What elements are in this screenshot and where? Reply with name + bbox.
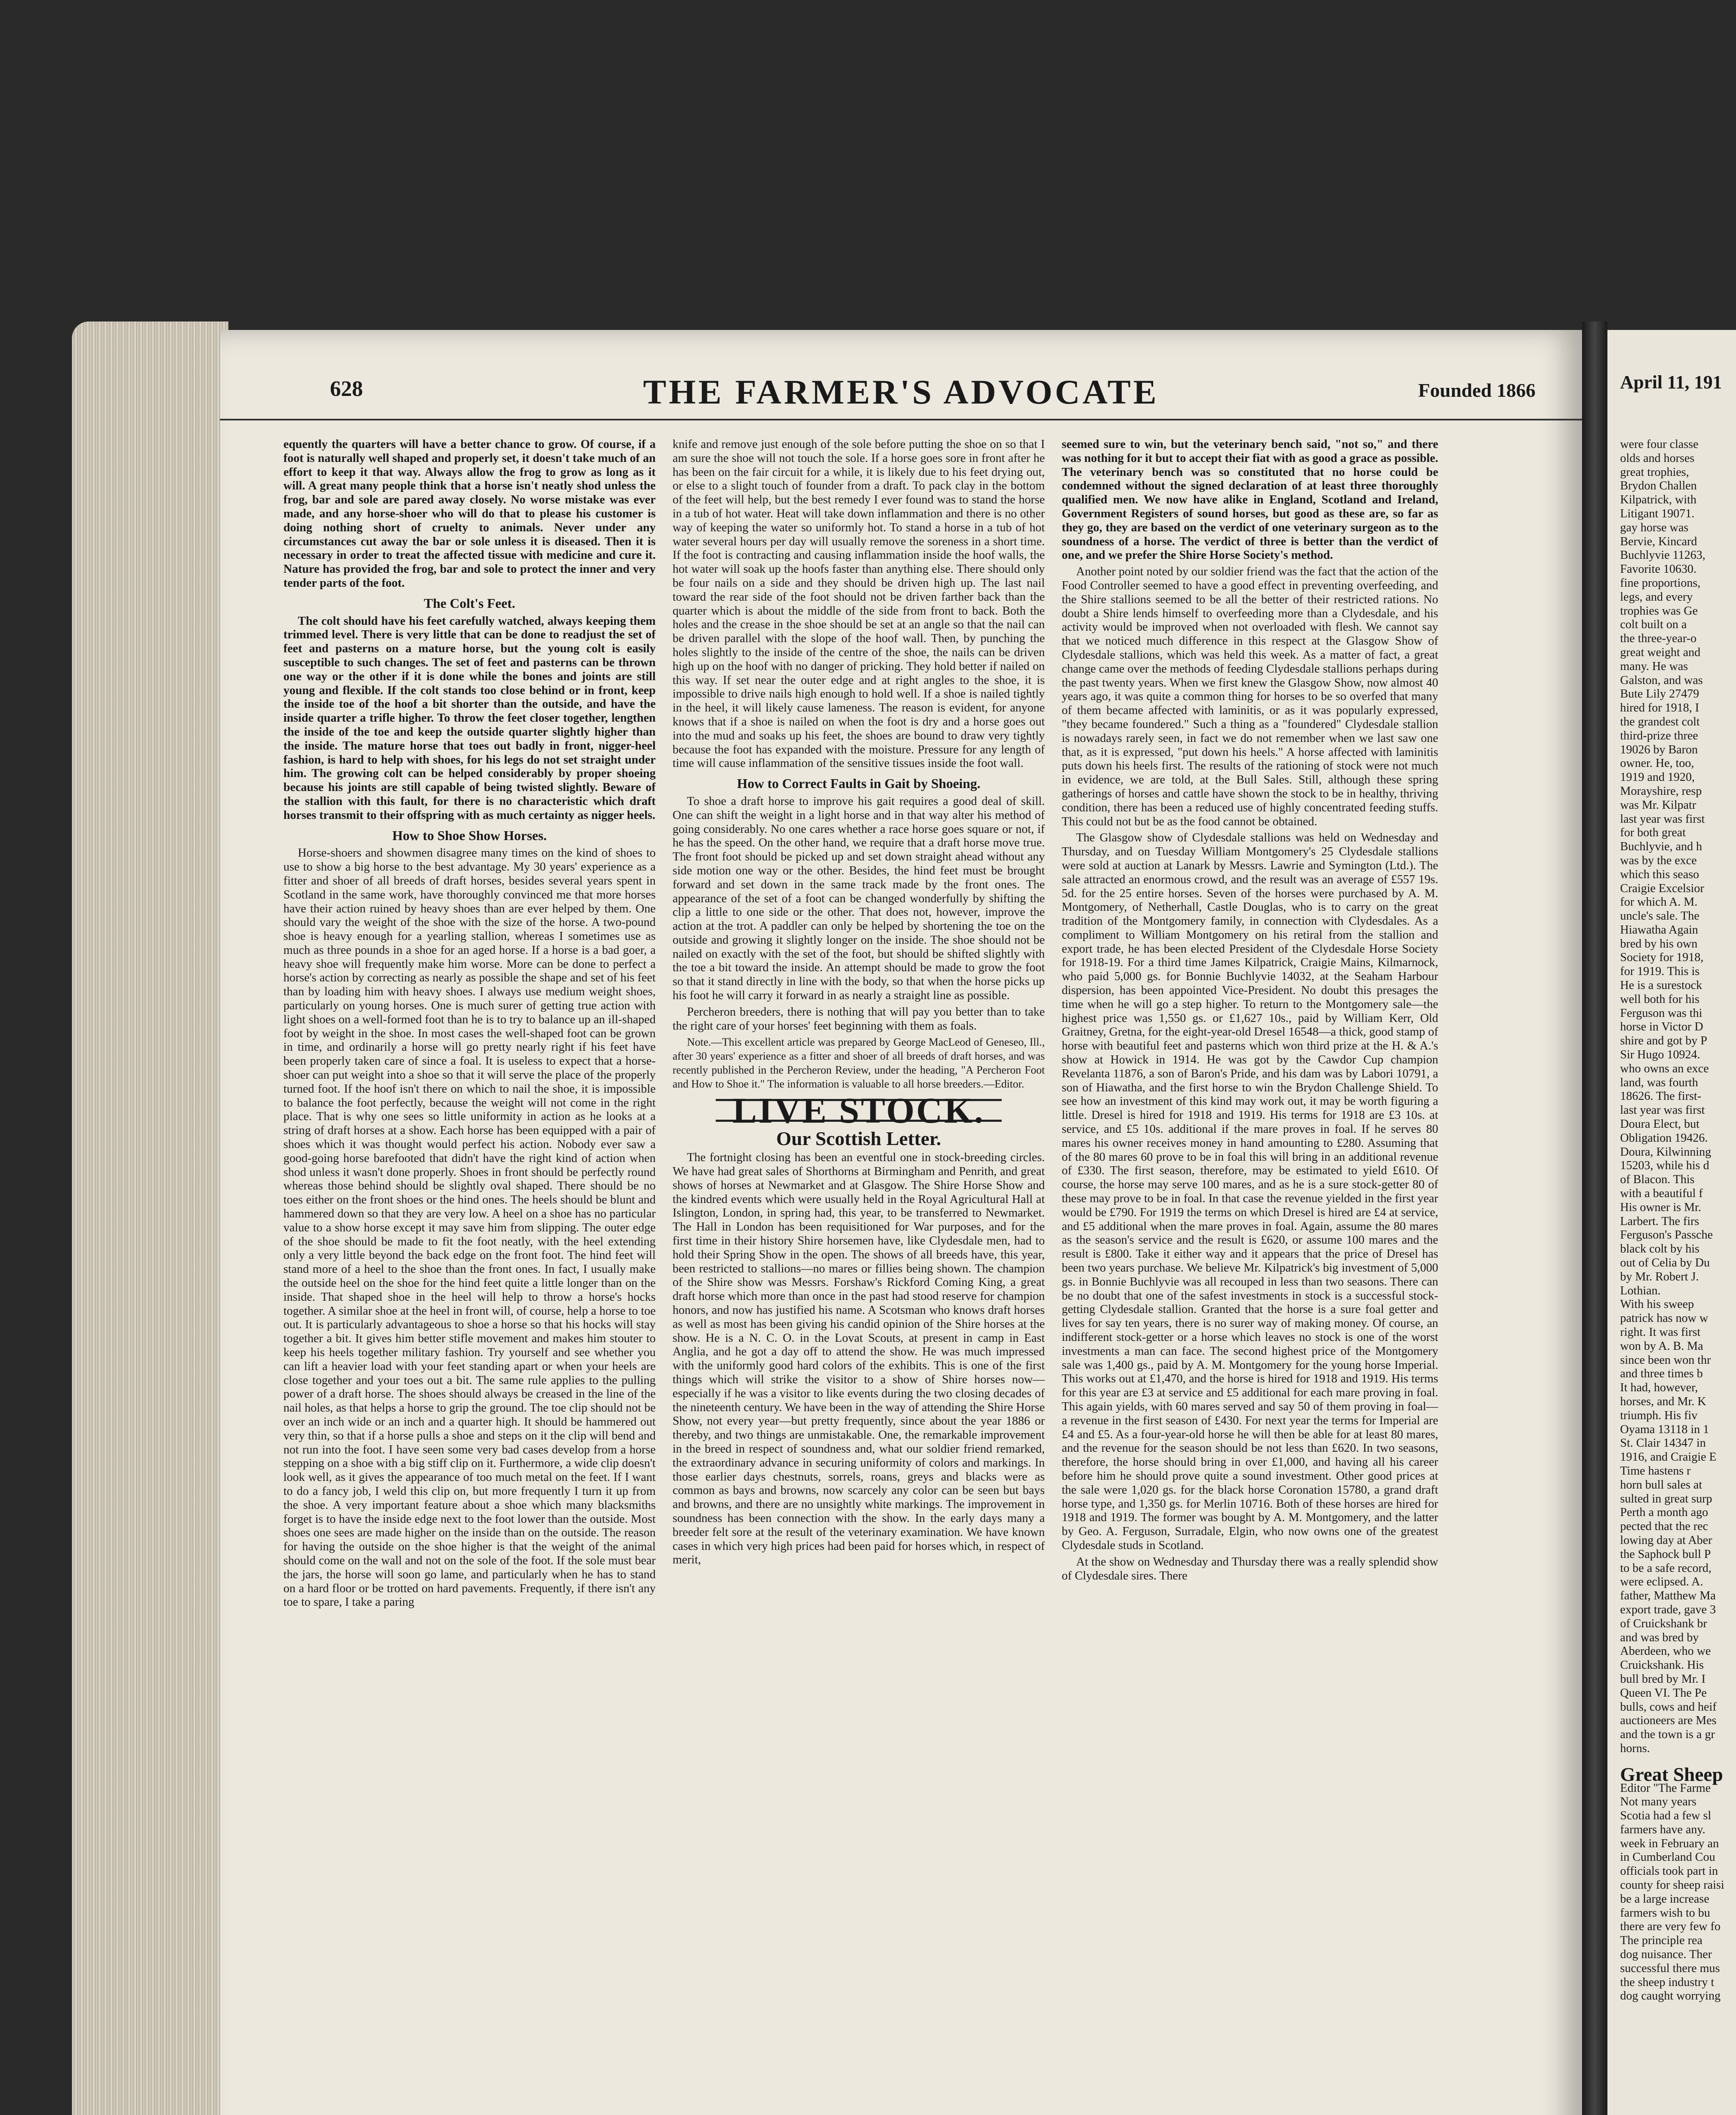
live-stock-title: LIVE STOCK. [716, 1099, 1002, 1122]
adjacent-page-line: Bute Lily 27479 [1620, 687, 1699, 701]
adjacent-page-line: of Blacon. This [1620, 1173, 1695, 1187]
adjacent-page-line: 19026 by Baron [1620, 743, 1698, 756]
adjacent-page-line: Not many years [1620, 1795, 1697, 1809]
paragraph: equently the quarters will have a better chance to grow. Of course, if a foot is naturally well shaped and properly set, it doesn't take much of an effort to keep it that way. Always allow the frog to grow as long as it will. A great many people think that a horse isn't neatly shod unless the frog, bar and sole are pared away closely. No worse mistake was ever made, and any horse-shoer who will do that to please his customer is doing nothing short of cruelty to animals. Never under any circumstances cut away the bar or sole unless it is diseased. Then it is necessary in order to treat the affected tissue with medicine and cure it. Nature has provided the frog, bar and sole to protect the inner and very tender parts of the foot. [283, 438, 656, 590]
adjacent-page-line: legs, and every [1620, 590, 1693, 604]
adjacent-page-line: week in February an [1620, 1837, 1719, 1850]
adjacent-page-line: Ferguson's Passche [1620, 1228, 1713, 1242]
adjacent-page-line: successful there mus [1620, 1961, 1720, 1975]
adjacent-page-line: Oyama 13118 in 1 [1620, 1423, 1709, 1436]
newspaper-page [220, 330, 1582, 2115]
adjacent-page-line: who owns an exce [1620, 1062, 1709, 1075]
editor-note: Note.—This excellent article was prepared by George MacLeod of Geneseo, Ill., after 30 years' experience as a fitter and shoer of all breeds of draft horses, and was recently published in the Percheron Review, under the heading, "A Percheron Foot and How to Shoe it." The information is valuable to all horse breeders.—Editor. [673, 1036, 1045, 1090]
adjacent-page-line: His owner is Mr. [1620, 1200, 1701, 1214]
adjacent-page-line: land, was fourth [1620, 1076, 1698, 1089]
adjacent-page-line: the grandest colt [1620, 715, 1700, 728]
adjacent-page-line: bred by his own [1620, 937, 1698, 950]
adjacent-page-lines-after [1620, 1782, 1736, 2004]
live-stock-banner [673, 1090, 1045, 1131]
adjacent-page-line: Hiawatha Again [1620, 923, 1698, 937]
adjacent-page-line: fine proportions, [1620, 576, 1700, 590]
adjacent-page-line: hired for 1918, I [1620, 701, 1699, 715]
adjacent-page-line: county for sheep raisi [1620, 1879, 1725, 1892]
founded-label: Founded 1866 [1418, 379, 1535, 401]
adjacent-page-line: dog nuisance. Ther [1620, 1948, 1712, 1961]
adjacent-page-heading: Great Sheep [1620, 1763, 1723, 1785]
adjacent-page-line: triumph. His fiv [1620, 1409, 1698, 1422]
adjacent-page-line: shire and got by P [1620, 1034, 1707, 1048]
adjacent-page-line: Doura Elect, but [1620, 1118, 1700, 1131]
adjacent-page-line: It had, however, [1620, 1381, 1698, 1395]
adjacent-page-line: Perth a month ago [1620, 1506, 1709, 1519]
adjacent-page-line: Aberdeen, who we [1620, 1645, 1711, 1658]
adjacent-page-line: third-prize three [1620, 729, 1698, 742]
adjacent-page-line: right. It was first [1620, 1326, 1700, 1339]
adjacent-page-line: colt built on a [1620, 618, 1687, 632]
adjacent-page-line: the sheep industry t [1620, 1975, 1714, 1989]
adjacent-page-line: Kilpatrick, with [1620, 493, 1697, 507]
page-number: 628 [330, 377, 363, 401]
adjacent-page-line: Society for 1918, [1620, 951, 1704, 964]
adjacent-page-line: won by A. B. Ma [1620, 1339, 1703, 1353]
adjacent-page-line: Cruickshank. His [1620, 1659, 1704, 1672]
adjacent-page-line: Queen VI. The Pe [1620, 1686, 1707, 1700]
paragraph: knife and remove just enough of the sole before putting the shoe on so that I am sure the shoe will not touch the sole. If a horse goes sore in front after he has been on the fair circuit for a while, it is likely due to his feet drying out, or else to a slight touch of founder from a draft. To pack clay in the bottom of the feet will help, but the best remedy I ever found was to stand the horse in a tub of hot water. Heat will take down inflammation and there is no other way of keeping the water so uniformly hot. To stand a horse in a tub of hot water several hours per day will usually remove the soreness in a short time. If the foot is contracting and causing inflammation inside the hoof walls, the hot water will soak up the hoofs faster than anything else. There should only be four nails on a side and they should be driven high up. The last nail toward the rear side of the foot should not be driven farther back than the quarter which is about the middle of the side from front to back. Both the holes and the crease in the shoe should be set at an angle so that the nail can be driven parallel with the slope of the hoof wall. Then, by punching the holes slightly to the inside of the centre of the shoe, the nails can be driven high up on the hoof with no danger of pricking. They hold better if nailed on this way. If set near the outer edge and at right angles to the shoe, it is impossible to drive nails high enough to hold well. If a shoe is nailed tightly in the heel, it will likely cause lameness. The reason is evident, for anyone knows that if a shoe is nailed on when the foot is dry and a horse goes out into the mud and soaks up his feet, the shoes are bound to draw very tightly because the foot has expanded with the moisture. Pressure for any length of time will cause inflammation of the sensitive tissues inside the foot wall. [673, 438, 1045, 770]
adjacent-page-line: many. He was [1620, 659, 1688, 673]
masthead: THE FARMER'S ADVOCATE [643, 373, 1159, 411]
adjacent-page-line: with a beautiful f [1620, 1187, 1703, 1200]
column-3 [1062, 438, 1438, 2115]
adjacent-page-line: and was bred by [1620, 1631, 1699, 1644]
adjacent-page-line: horn bull sales at [1620, 1478, 1702, 1491]
adjacent-page-lines [1620, 438, 1736, 1756]
paragraph: The fortnight closing has been an eventful one in stock-breeding circles. We have had great sales of Shorthorns at Birmingham and Penrith, and great shows of horses at Newmarket and at Glasgow. The Shire Horse Show and the kindred events which were usually held in the Royal Agricultural Hall at Islington, London, in spring had, this year, to be transferred to Newmarket. The Hall in London has been requisitioned for War purposes, and for the first time in their history Shire horsemen have, like Clydesdale men, had to hold their Spring Show in the open. The shows of all breeds have, this year, been restricted to stallions—no mares or fillies being shown. The champion of the Shire show was Messrs. Forshaw's Rickford Coming King, a great draft horse which more than once in the past had stood reserve for champion honors, and now has justified his name. A Scotsman who knows draft horses as well as most has been giving his candid opinion of the Shire horses at the show. He is a N. C. O. in the Lovat Scouts, at present in camp in East Anglia, and he got a day off to attend the show. He was much impressed with the uniformly good hard colors of the exhibits. This is one of the first things which will strike the visitor to a show of Shire horses now—especially if he was a visitor to like events during the two closing decades of the nineteenth century. We have been in the way of attending the Shire Horse Show, not every year—but pretty frequently, since about the year 1886 or thereby, and two things are unmistakable. One, the remarkable improvement in the breed in respect of soundness and, what our soldier friend remarked, the extraordinary advance in securing uniformity of colors and markings. In those earlier days chestnuts, sorrels, roans, greys and blacks were as common as bays and browns, now scarcely any color can be seen but bays and browns, and there are no unsightly white markings. The improvement in soundness has been connection with the show. In the early days many a breeder felt sore at the result of the veterinary examination. We have known cases in which very high prices had been paid for horses which, in respect of merit, [673, 1151, 1045, 1567]
adjacent-page-line: auctioneers are Mes [1620, 1714, 1717, 1728]
adjacent-page-line: St. Clair 14347 in [1620, 1437, 1706, 1450]
adjacent-page-line: and the town is a gr [1620, 1728, 1715, 1741]
adjacent-page-line: last year was first [1620, 812, 1705, 826]
adjacent-page-line: of Cruickshank br [1620, 1617, 1707, 1630]
adjacent-page-line: horses, and Mr. K [1620, 1395, 1706, 1408]
adjacent-page-line: Time hastens r [1620, 1464, 1691, 1478]
adjacent-page-line: Bervie, Kincard [1620, 535, 1698, 548]
adjacent-page-line: bull bred by Mr. I [1620, 1672, 1706, 1686]
adjacent-page-line: Craigie Excelsior [1620, 882, 1704, 895]
section-heading-shoe-show-horses: How to Shoe Show Horses. [392, 827, 547, 843]
adjacent-page-line: black colt by his [1620, 1242, 1700, 1256]
adjacent-page-line: great weight and [1620, 645, 1700, 659]
adjacent-page-line: the three-year-o [1620, 632, 1697, 645]
adjacent-page-line: 1919 and 1920, [1620, 771, 1695, 784]
adjacent-page-line: Buchlyvie, and h [1620, 840, 1702, 854]
adjacent-page-line: for 1919. This is [1620, 965, 1700, 978]
adjacent-page-line: olds and horses [1620, 451, 1695, 465]
adjacent-page-line: The principle rea [1620, 1934, 1703, 1947]
adjacent-page-line: patrick has now w [1620, 1312, 1709, 1325]
adjacent-page-line: for which A. M. [1620, 895, 1698, 909]
adjacent-page-line: Buchlyvie 11263, [1620, 549, 1706, 562]
paragraph: Another point noted by our soldier friend was the fact that the action of the Food Controller seemed to have a good effect in preventing overfeeding, and the Shire stallions seemed to be all the better of their restricted rations. No doubt a Shire lends himself to overfeeding more than a Clydesdale, and his activity would be improved when not overloaded with flesh. We cannot say that we noticed much difference in this respect at the Glasgow Show of Clydesdale stallions, which was held this week. As a matter of fact, a great change came over the methods of feeding Clydesdale stallions perhaps during the past twenty years. When we first knew the Glasgow Show, now almost 40 years ago, it was quite a common thing for horses to be so overfed that many of them became affected with laminitis, or as it was popularly expressed, "they became foundered." Such a thing as a "foundered" Clydesdale stallion is nowadays rarely seen, in fact we do not remember when we last saw one that, as it is expressed, "put down his heels." A horse affected with laminitis puts down his heels first. The results of the rationing of stock were not much in evidence, we are told, at the Bull Sales. Still, although these spring gatherings of horses and cattle have shown the stock to be in healthy, thriving condition, there has been a reduced use of highly concentrated feeding stuffs. This could not but be as the food cannot be obtained. [1062, 565, 1438, 828]
adjacent-page-header: April 11, 191 [1620, 372, 1722, 393]
adjacent-page-column [1620, 438, 1736, 2003]
adjacent-page-line: great trophies, [1620, 465, 1689, 479]
adjacent-page-line: farmers have any. [1620, 1823, 1706, 1836]
adjacent-page-line: 1916, and Craigie E [1620, 1450, 1717, 1464]
paragraph: seemed sure to win, but the veterinary bench said, "not so," and there was nothing for it but to accept their fiat with as good a grace as possible. The veterinary bench was so constituted that no horse could be condemned without the signed declaration of at least three thoroughly qualified men. We now have alike in England, Scotland and Ireland, Government Registers of sound horses, but good as these are, so far as they go, they are based on the verdict of one veterinary surgeon as to the soundness of a horse. The verdict of three is better than the verdict of one, and we prefer the Shire Horse Society's method. [1062, 438, 1438, 562]
paragraph: Percheron breeders, there is nothing that will pay you better than to take the right care of your horses' feet beginning with them as foals. [673, 1005, 1045, 1033]
adjacent-page-line: Galston, and was [1620, 673, 1703, 687]
adjacent-page-line: Morayshire, resp [1620, 784, 1702, 798]
column-2 [673, 438, 1045, 2115]
adjacent-page-line: last year was first [1620, 1104, 1705, 1117]
adjacent-page-line: since been won thr [1620, 1353, 1711, 1367]
adjacent-page-line: which this seaso [1620, 868, 1699, 881]
adjacent-page-line: father, Matthew Ma [1620, 1589, 1716, 1603]
adjacent-page [1607, 330, 1736, 2115]
book-page-stack [72, 321, 228, 2115]
adjacent-page-line: trophies was Ge [1620, 604, 1698, 618]
adjacent-page-line: pected that the rec [1620, 1520, 1709, 1533]
adjacent-page-line: Brydon Challen [1620, 479, 1697, 493]
section-heading-faults-in-gait: How to Correct Faults in Gait by Shoeing. [737, 776, 981, 791]
adjacent-page-line: With his sweep [1620, 1298, 1694, 1311]
adjacent-page-line: the Saphock bull P [1620, 1547, 1711, 1561]
adjacent-page-line: Doura, Kilwinning [1620, 1145, 1711, 1159]
paragraph: The colt should have his feet carefully watched, always keeping them trimmed level. There is very little that can be done to readjust the set of feet and pasterns on a mature horse, but the young colt is easily susceptible to such changes. The set of feet and pasterns can be thrown one way or the other if it is done while the bones and joints are still young and flexible. If the colt stands too close behind or in front, keep the inside toe of the hoof a bit shorter than the outside, and have the inside quarter a trifle higher. To throw the feet closer together, lengthen the inside of the toe and keep the outside quarter slightly higher than the inside. The mature horse that toes out badly in front, nigger-heel fashion, is hard to help with shoes, for his legs do not set straight under him. The growing colt can be helped considerably by proper shoeing because his joints are still capable of being twisted slightly. Beware of the stallion with this fault, for there is no characteristic which draft horses transmit to their offspring with as much certainty as nigger heels. [283, 614, 656, 822]
article-title-scottish-letter: Our Scottish Letter. [776, 1128, 941, 1150]
adjacent-page-line: and three times b [1620, 1367, 1703, 1381]
paragraph: To shoe a draft horse to improve his gait requires a good deal of skill. One can shift the weight in a light horse and in that way alter his method of going considerably. No one cares whether a race horse goes square or not, if he has the speed. On the other hand, we require that a draft horse move true. The front foot should be picked up and set down straight ahead without any side motion one way or the other. Besides, the hind feet must be brought forward and set down in the same track made by the front ones. The appearance of the set of a foot can be changed wonderfully by shifting the clip a little to one side or the other. That does not, however, improve the action at the trot. A paddler can only be helped by shortening the toe on the outside and growing it slightly longer on the inside. The shoe should not be nailed on exactly with the set of the foot, but should be shifted slightly with the toe a bit toward the inside. An attempt should be made to grow the foot so that it stand directly in line with the body, so that when the horse picks up his foot he will carry it forward in as nearly a straight line as possible. [673, 794, 1045, 1003]
adjacent-page-line: well both for his [1620, 992, 1700, 1006]
adjacent-page-line: Larbert. The firs [1620, 1214, 1700, 1228]
adjacent-page-line: farmers wish to bu [1620, 1906, 1710, 1920]
adjacent-page-line: horse in Victor D [1620, 1020, 1703, 1034]
adjacent-page-line: was by the exce [1620, 854, 1697, 867]
adjacent-page-line: 15203, while his d [1620, 1159, 1709, 1173]
adjacent-page-line: Sir Hugo 10924. [1620, 1048, 1700, 1062]
adjacent-page-line: Litigant 19071. [1620, 507, 1695, 520]
page-header [220, 368, 1582, 420]
adjacent-page-line: sulted in great surp [1620, 1492, 1712, 1505]
adjacent-page-line: dog caught worrying [1620, 1989, 1721, 2003]
adjacent-page-line: 18626. The first- [1620, 1090, 1701, 1103]
adjacent-page-line: Ferguson was thi [1620, 1006, 1703, 1020]
paragraph: At the show on Wednesday and Thursday there was a really splendid show of Clydesdale sires. There [1062, 1555, 1438, 1582]
adjacent-page-line: uncle's sale. The [1620, 909, 1700, 923]
adjacent-page-line: there are very few fo [1620, 1920, 1721, 1934]
adjacent-page-line: for both great [1620, 826, 1686, 840]
adjacent-page-line: be a large increase [1620, 1892, 1709, 1906]
column-1 [283, 438, 656, 2115]
adjacent-page-line: Obligation 19426. [1620, 1131, 1708, 1145]
adjacent-page-line: were four classe [1620, 438, 1699, 451]
adjacent-page-line: export trade, gave 3 [1620, 1603, 1716, 1616]
adjacent-page-line: in Cumberland Cou [1620, 1851, 1715, 1864]
paragraph: Horse-shoers and showmen disagree many times on the kind of shoes to use to show a big horse to the best advantage. My 30 years' experience as a fitter and shoer of all breeds of draft horses, besides several years spent in Scotland in the same work, have thoroughly convinced me that more horses have their action ruined by heavy shoes than are ever helped by them. One should vary the weight of the shoe with the size of the horse. A two-pound shoe is heavy enough for a yearling stallion, whereas I sometimes use as much as three pounds in a shoe for an aged horse. If a horse is a bad goer, a heavy shoe will frequently make him worse. More can be done to perfect a horse's action by correcting as nearly as possible the shape and set of his feet than by loading him with heavy shoes. I always use medium weight shoes, particularly on young horses. One is much surer of getting true action with light shoes on a well-formed foot than he is to try to balance up an ill-shaped foot by weight in the shoe. In most cases the well-shaped foot can be grown in time, and ordinarily a horse will go pretty nearly right if his feet have been properly taken care of since a foal. It is useless to expect that a horse-shoer can put weight into a shoe so that it will serve the place of the properly turned foot. If the hoof isn't there on which to nail the shoe, it is impossible to balance the foot perfectly, because the weight will not come in the right place. That is why one sees so little uniformity in action as he looks at a string of draft horses at a show. Each horse has been equipped with a pair of shoes which it was thought would perfect his action. Nobody ever saw a good-going horse barefooted that didn't have the right kind of action when shod unless it wasn't done properly. Shoes in front should be perfectly round whereas those behind should be slightly oval shaped. There should be no toes either on the front shoes or the hind ones. The heels should be blunt and hammered down so that they are very low. A heel on a shoe has no particular value to a show horse except it may save him from slipping. The outer edge of the shoe should be made to fit the foot neatly, with the heel extending only a very little beyond the back edge on the front foot. The hind feet will stand more of a heel to the shoe than the front ones. In fact, I usually make the outside heel on the shoe for the hind feet quite a little longer than on the inside. That shaped shoe in the heel will help to throw a horse's hocks together. A similar shoe at the heel in front will, of course, help a horse to toe out. It is particularly advantageous to shoe a horse so that his hocks will stay together a bit. It gives him better stifle movement and makes him stouter to keep his heels together military fashion. Try yourself and see whether you can lift a heavier load with your feet standing apart or when your heels are close together and your toes out a bit. The same rule applies to the pulling power of a draft horse. The shoes should always be creased in the line of the nail holes, as that helps a horse to grip the ground. The toe clip should not be over an inch wide or an inch and a quarter high. It should be hammered out very thin, so that if a horse pulls a shoe and steps on it the clip will bend and not run into the foot. I have seen some very bad cases develop from a horse stepping on a shoe with a big stiff clip on it. Furthermore, a wide clip doesn't look well, as it gives the appearance of too much metal on the feet. If I want to do a fancy job, I weld this clip on, but more frequently I turn it up from the shoe. A very important feature about a shoe which many blacksmiths forget is to have the inside edge next to the foot lower than the outside. Most shoes one sees are made higher on the inside than on the outside. The reason for having the outside on the shoe higher is that the weight of the animal should come on the wall and not on the sole of the foot. If the sole must bear the jars, the horse will soon go lame, and particularly when he has to stand on a hard floor or be trotted on hard pavements. Frequently, if there isn't any toe to spare, I take a paring [283, 846, 656, 1609]
adjacent-page-line: by Mr. Robert J. [1620, 1270, 1699, 1283]
adjacent-page-line: officials took part in [1620, 1865, 1718, 1878]
adjacent-page-line: He is a surestock [1620, 979, 1702, 992]
adjacent-page-line: were eclipsed. A. [1620, 1575, 1703, 1589]
adjacent-page-line: Editor "The Farme [1620, 1781, 1711, 1795]
adjacent-page-line: was Mr. Kilpatr [1620, 798, 1696, 812]
adjacent-page-line: lowing day at Aber [1620, 1533, 1712, 1547]
adjacent-page-line: out of Celia by Du [1620, 1256, 1710, 1270]
adjacent-page-line: Favorite 10630. [1620, 563, 1697, 576]
section-heading-colts-feet: The Colt's Feet. [424, 595, 515, 611]
book-gutter [1582, 321, 1607, 2115]
adjacent-page-line: owner. He, too, [1620, 757, 1694, 770]
adjacent-page-line: bulls, cows and heif [1620, 1700, 1717, 1714]
adjacent-page-line: to be a safe record, [1620, 1561, 1712, 1575]
adjacent-page-line: Lothian. [1620, 1284, 1661, 1297]
adjacent-page-line: gay horse was [1620, 521, 1689, 534]
adjacent-page-line: Scotia had a few sl [1620, 1809, 1711, 1823]
paragraph: The Glasgow show of Clydesdale stallions was held on Wednesday and Thursday, and on Tuesday William Montgomery's 25 Clydesdale stallions were sold at auction at Lanark by Messrs. Lawrie and Symington (Ltd.). The sale attracted an enormous crowd, and the result was an average of £557 19s. 5d. for the 25 entire horses. Seven of the horses were purchased by A. M. Montgomery, of Netherhall, Castle Douglas, who is to carry on the great tradition of the Montgomery family, in connection with Clydesdales. As a compliment to William Montgomery on his retiral from the stallion and export trade, he has been elected President of the Clydesdale Horse Society for 1918-19. For a third time James Kilpatrick, Craigie Mains, Kilmarnock, who paid 5,000 gs. for Bonnie Buchlyvie 14032, at the Seaham Harbour dispersion, has been appointed Vice-President. No doubt this presages the time when he will go a step higher. To return to the Montgomery sale—the highest price was 1,550 gs. or £1,627 10s., paid by William Kerr, Old Graitney, Gretna, for the eight-year-old Dresel 16548—a thick, good stamp of horse with beautiful feet and pasterns which won third prize at the H. & A.'s show at Howick in 1914. He was got by the Cawdor Cup champion Revelanta 11876, a son of Baron's Pride, and his dam was by Labori 10791, a son of Hiawatha, and the first horse to win the Brydon Challenge Shield. To see how an investment of this kind may work out, it may be worth figuring a little. Dresel is hired for 1918 and 1919. His terms for 1918 are £3 10s. at service, and £5 10s. additional if the mare proves in foal. If he serves 80 mares his owner receives money in hand amounting to £280. Assuming that of the 80 mares 60 prove to be in foal this will bring in an additional revenue of £330. The first season, therefore, may be estimated to yield £610. Of course, the horse may serve 100 mares, and as he is a sure stock-getter 80 of these may prove to be in foal. In that case the revenue yielded in the first year would be £790. For 1919 the terms on which Dresel is hired are £4 at service, and £5 additional when the mare proves in foal. Again, assume the 80 mares as the season's service and the result is £620, or assume 100 mares and the result is £800. Take it either way and it appears that the price of Dresel has been two years purchase. We believe Mr. Kilpatrick's big investment of 5,000 gs. in Bonnie Buchlyvie was all recouped in less than two seasons. There can be no doubt that one of the safest investments in stock is a successful stock-getting Clydesdale stallion. Granted that the horse is a sure foal getter and lives for say ten years, there is no surer way of making money. Of course, an indifferent stock-getter or a horse which leaves no stock is one of the worst investments a man can face. The second highest price of the Montgomery sale was 1,400 gs., paid by A. M. Montgomery for the young horse Imperial. This works out at £1,470, and the horse is hired for 1918 and 1919. His terms for this year are £3 at service and £5 additional for each mare proving in foal. This again yields, with 60 mares served and say 50 of them proving in foal—a revenue in the first season of £430. For next year the terms for Imperial are £4 and £5. As a four-year-old horse he will then be able for at least 80 mares, and the revenue for the season should be not less than £620. In two seasons, therefore, the horse should bring in over £1,000, and having all his career before him he should prove quite a sound investment. Other good prices at the sale were 1,020 gs. for the black horse Coronation 15780, a grand draft horse type, and 1,350 gs. for Merlin 10716. Both of these horses are hired for 1918 and 1919. The former was bought by A. M. Montgomery, and the latter by Geo. A. Ferguson, Surradale, Elgin, who now owns one of the greatest Clydesdale studs in Scotland. [1062, 831, 1438, 1552]
adjacent-page-line: horns. [1620, 1741, 1650, 1755]
